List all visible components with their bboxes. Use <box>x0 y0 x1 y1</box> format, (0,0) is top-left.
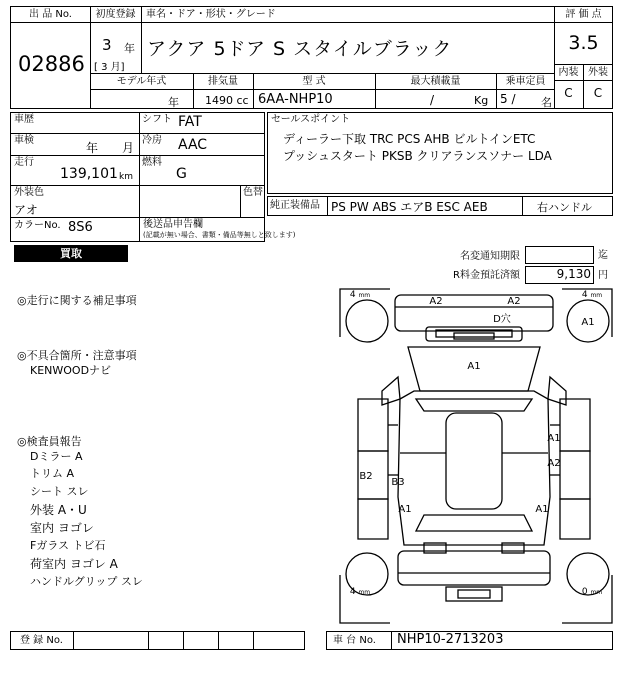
damage-code: A2 <box>429 296 443 307</box>
inspector-item: シート スレ <box>30 485 89 498</box>
first-registration-label: 初度登録 <box>95 9 136 20</box>
color-change-label: 色替 <box>243 187 263 198</box>
damage-code: A2 <box>507 296 521 307</box>
interior-label: 内装 <box>558 67 579 78</box>
chassis-number: NHP10-2713203 <box>397 632 504 647</box>
tire-front-left: 4 mm <box>349 290 371 300</box>
inspection-month-unit: 月 <box>122 141 135 155</box>
driving-notes-title: ◎走行に関する補足事項 <box>17 294 137 307</box>
first-registration-month: [ 3 月] <box>94 62 125 73</box>
tire-rear-left: 4 mm <box>349 587 371 597</box>
model-type-label: 型 式 <box>302 76 326 87</box>
damage-code: A1 <box>467 361 481 372</box>
car-name: アクア 5ドア S スタイルブラック <box>147 38 453 60</box>
equipment-label: 純正装備品 <box>270 200 320 211</box>
inspector-item: トリム A <box>30 467 75 480</box>
model-type: 6AA-NHP10 <box>258 92 333 107</box>
color-no-label: カラーNo. <box>14 220 61 231</box>
purchase-badge: 買取 <box>14 245 128 262</box>
car-damage-diagram <box>338 287 614 627</box>
name-change-label: 名変通知期限 <box>460 251 520 262</box>
first-registration-year: 3 <box>102 36 112 54</box>
registration-number-label: 登 録 No. <box>20 635 63 646</box>
load-unit: Kg <box>474 94 489 107</box>
fuel-label: 燃料 <box>142 157 162 168</box>
damage-code: A1 <box>535 504 549 515</box>
damage-code: A1 <box>581 317 595 328</box>
damage-code: A1 <box>547 433 561 444</box>
fuel: G <box>176 166 187 182</box>
shift-label: シフト <box>142 114 172 125</box>
damage-code: B2 <box>359 471 373 482</box>
tire-rear-right: 0 mm <box>581 587 603 597</box>
inspector-item: 室内 ヨゴレ <box>30 521 94 535</box>
model-year-unit: 年 <box>168 96 179 109</box>
later-items-note: (記載が無い場合、書類・備品等無しと致します) <box>143 231 296 239</box>
inspector-item: Dミラー A <box>30 450 83 463</box>
recycle-label: R料金預託済額 <box>453 270 520 281</box>
model-year-label: モデル年式 <box>116 76 167 87</box>
score: 3.5 <box>568 32 599 54</box>
later-items-label: 後送品申告欄 <box>143 219 203 230</box>
recycle-unit: 円 <box>598 270 608 281</box>
shift: FAT <box>178 114 202 130</box>
history-label: 車歴 <box>14 114 34 125</box>
car-name-label: 車名・ドア・形状・グレード <box>146 9 276 20</box>
max-load-label: 最大積載量 <box>410 76 461 87</box>
mileage: 139,101 <box>60 166 118 182</box>
sales-points-line1: ディーラー下取 TRC PCS AHB ビルトインETC <box>283 132 536 146</box>
equipment-items: PS PW ABS エアB ESC AEB <box>331 200 488 214</box>
recycle-value: 9,130 <box>556 267 591 281</box>
exterior-label: 外装 <box>588 67 608 78</box>
sales-points-line2: プッシュスタート PKSB クリアランスソナー LDA <box>283 149 552 163</box>
inspection-year-unit: 年 <box>86 141 99 155</box>
chassis-number-label: 車 台 No. <box>333 635 376 646</box>
inspector-item: Fガラス トビ石 <box>30 539 106 552</box>
exterior-grade: C <box>593 86 603 100</box>
exterior-color: アオ <box>14 203 38 217</box>
damage-code: A2 <box>547 458 561 469</box>
capacity-unit: 名 <box>541 96 552 109</box>
mileage-label: 走行 <box>14 157 34 168</box>
name-change-unit: 迄 <box>598 250 608 261</box>
steering: 右ハンドル <box>537 201 592 214</box>
exterior-color-label: 外装色 <box>14 187 44 198</box>
capacity: 5 / <box>500 92 516 106</box>
capacity-label: 乗車定員 <box>505 76 546 87</box>
mileage-unit: km <box>119 172 133 182</box>
tire-front-right: 4 mm <box>581 290 603 300</box>
year-unit: 年 <box>124 42 135 55</box>
sales-points-label: セールスポイント <box>271 114 351 125</box>
displacement-label: 排気量 <box>208 76 238 87</box>
inspection-label: 車検 <box>14 135 34 146</box>
damage-code: B3 <box>391 477 405 488</box>
max-load: / <box>430 93 435 107</box>
damage-code: D穴 <box>493 314 511 325</box>
ac: AAC <box>178 137 208 153</box>
defects-title: ◎不具合箇所・注意事項 <box>17 349 137 362</box>
color-no: 8S6 <box>68 220 93 235</box>
interior-grade: C <box>564 86 573 100</box>
lot-number-label: 出 品 No. <box>29 9 72 20</box>
inspector-item: ハンドルグリップ スレ <box>30 575 143 588</box>
defect-item: KENWOODナビ <box>30 364 112 377</box>
ac-label: 冷房 <box>142 135 162 146</box>
inspector-item: 荷室内 ヨゴレ A <box>30 557 118 571</box>
inspector-item: 外装 A・U <box>30 503 87 517</box>
lot-number: 02886 <box>18 52 85 76</box>
displacement: 1490 cc <box>205 94 249 107</box>
name-change-value <box>525 246 594 264</box>
inspector-title: ◎検査員報告 <box>17 435 82 448</box>
damage-code: A1 <box>398 504 412 515</box>
score-label: 評 価 点 <box>565 9 602 20</box>
